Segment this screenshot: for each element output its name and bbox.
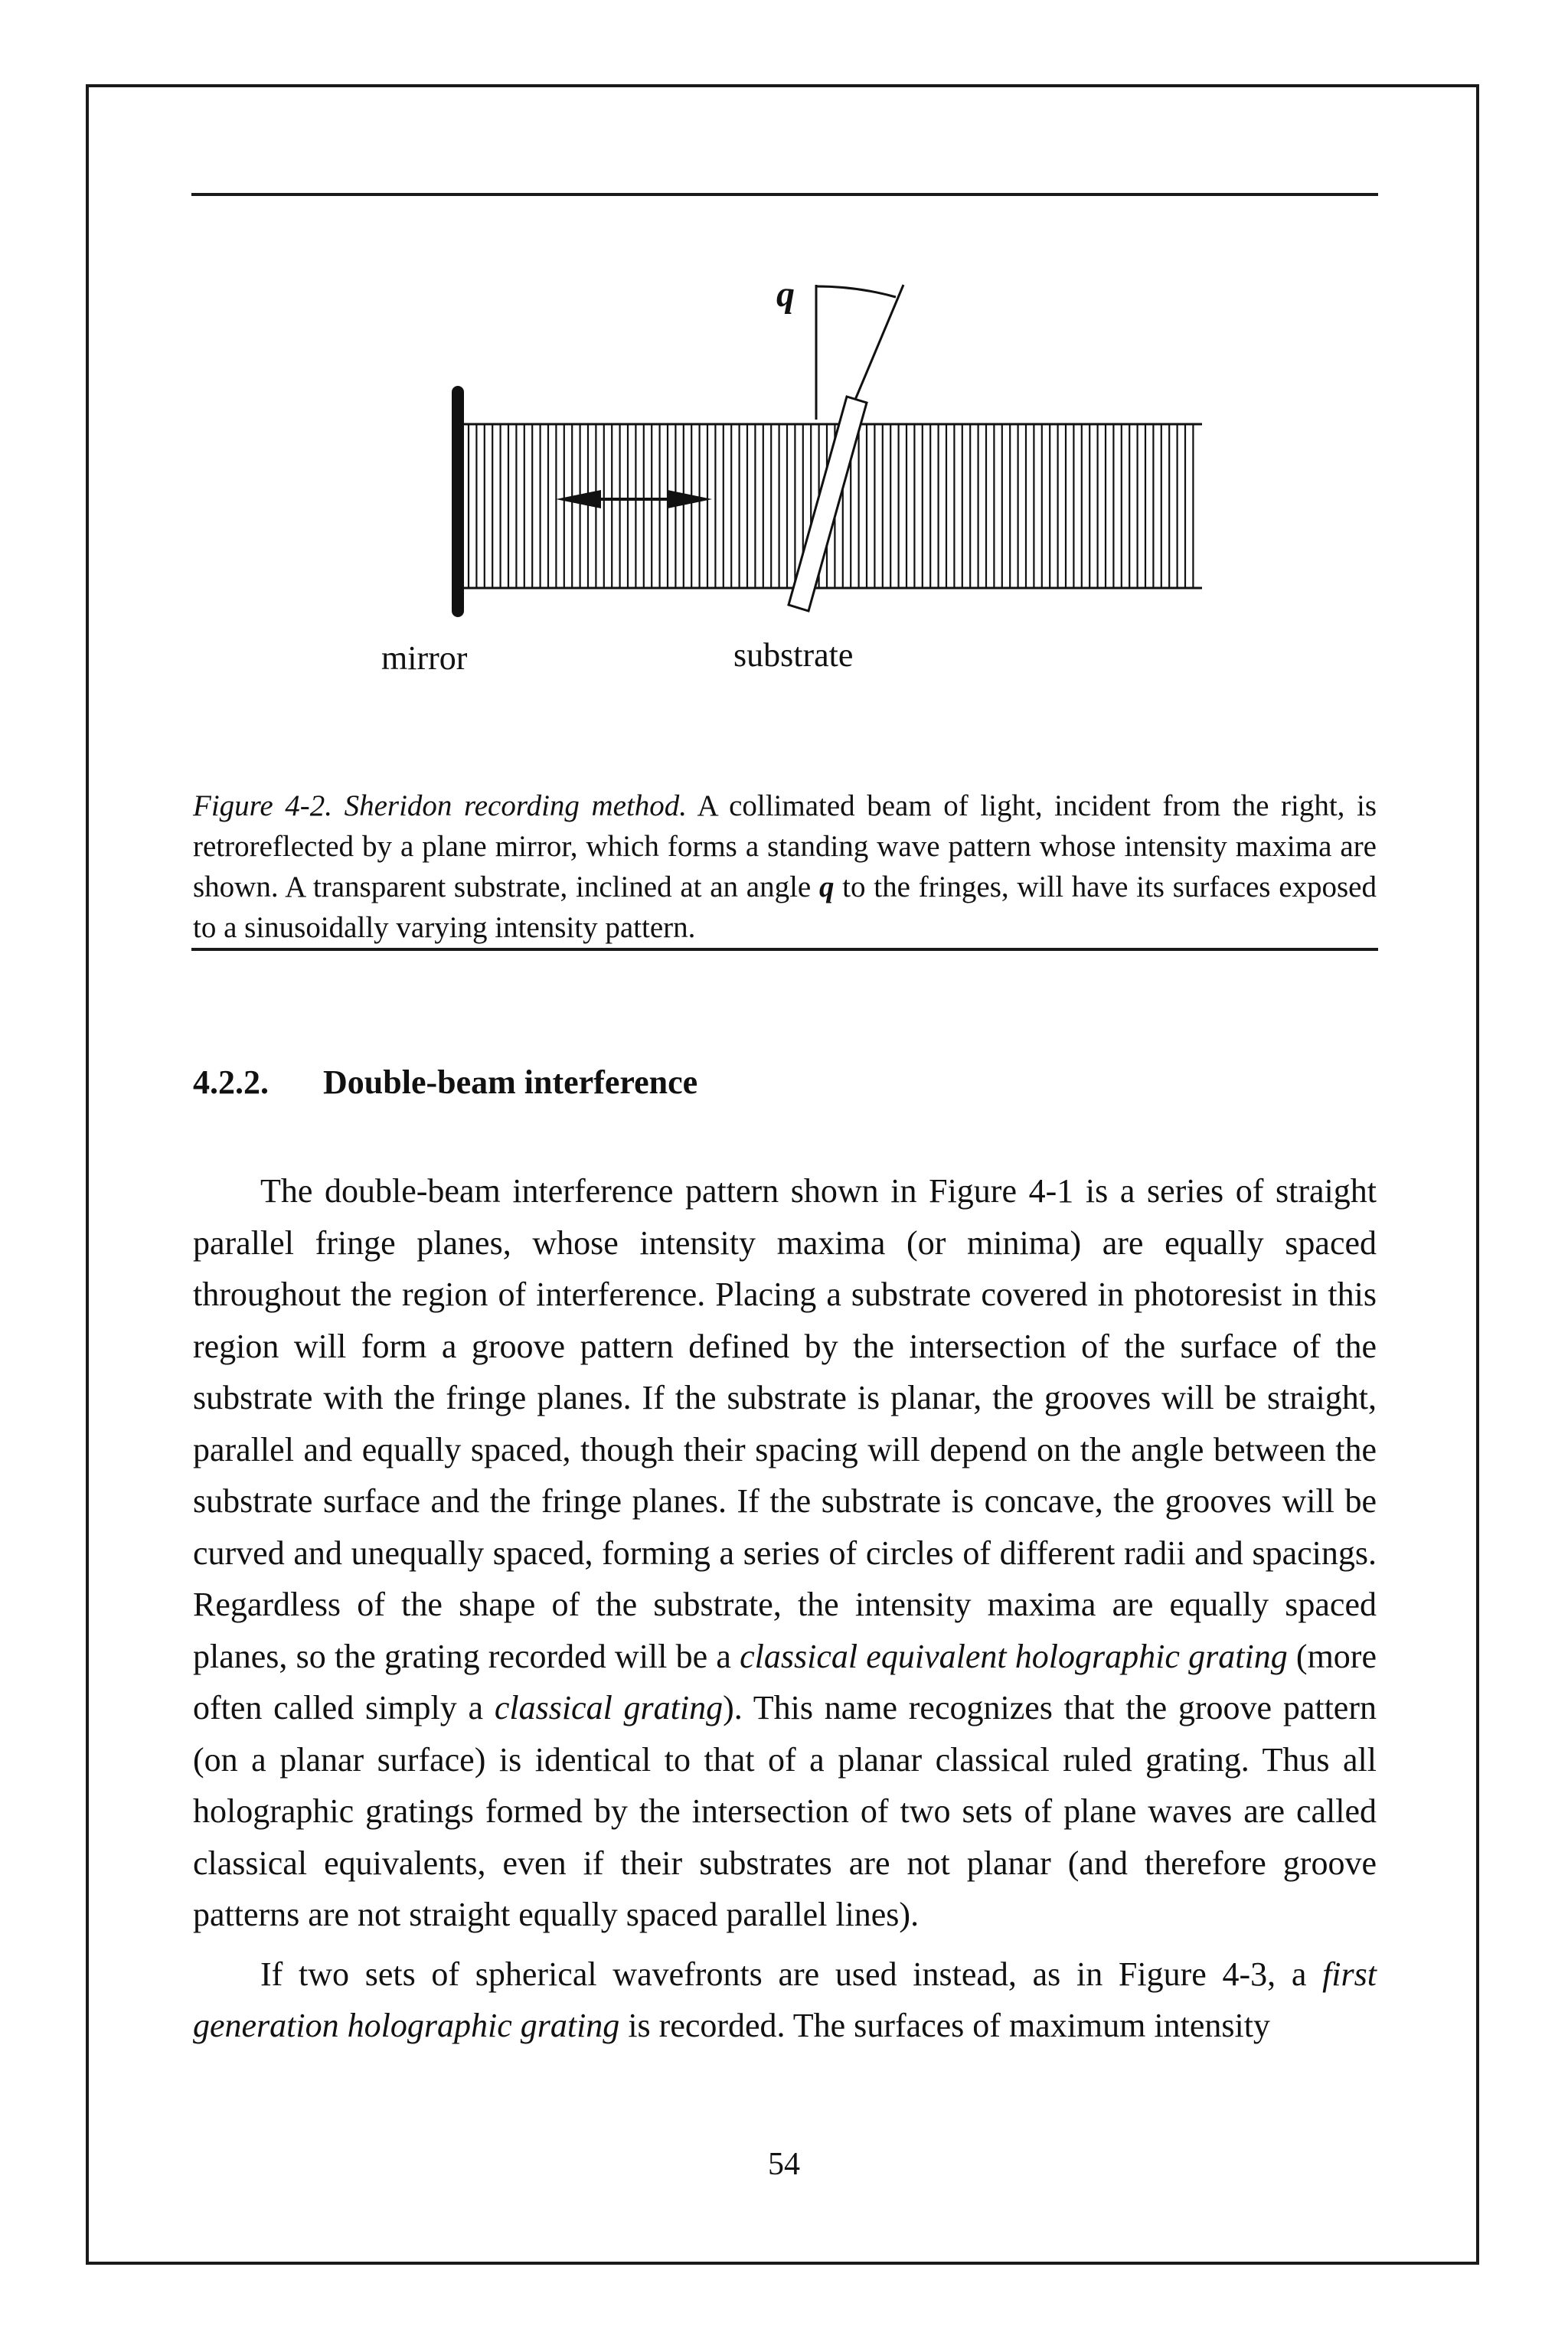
caption-text-2: to the fringes, will have its surfaces exposed to a sinusoidally varying intensity pattern. <box>193 871 1377 944</box>
arrow-head-left <box>556 490 601 508</box>
p2-text-2: is recorded. The surfaces of maximum intensity <box>619 2007 1270 2044</box>
caption-bottom-rule <box>191 948 1378 951</box>
caption-angle-symbol: q <box>818 871 835 903</box>
body-text <box>193 1165 1377 2052</box>
page-number: 54 <box>768 2147 800 2182</box>
section-number: 4.2.2. <box>193 1063 269 1101</box>
p1-text-1: The double-beam interference pattern shown in Figure 4-1 is a series of straight parallel fringe planes, whose intensity maxima (or minima) are equally spaced throughout the region of interference. Placing a substrate covered in photoresist in this region will form a groove pattern defined by the intersection of the surface of the substrate with the fringe planes. If the substrate is planar, the grooves will be straight, parallel and equally spaced, though their spacing will depend on the angle between the substrate surface and the fringe planes. If the substrate is concave, the grooves will be curved and unequally spaced, forming a series of circles of different radii and spacings. Regardless of the shape of the substrate, the intensity maxima are equally spaced planes, so the grating recorded will be a <box>193 1172 1377 1675</box>
angle-symbol: q <box>776 274 795 315</box>
p1-term-classical-equivalent: classical equivalent holographic grating <box>740 1637 1288 1675</box>
angle-arc <box>816 286 896 297</box>
p2-term-first-generation: first generation holographic grating <box>193 1955 1377 2044</box>
sheridon-figure <box>0 260 1568 689</box>
arrow-head-right <box>668 490 712 508</box>
caption-text-1: A collimated beam of light, incident from the right, is retroreflected by a plane mirror, which forms a standing wave pattern whose intensity maxima are shown. A transparent substrate, inclined at an angle <box>193 789 1377 903</box>
substrate-extension-line <box>855 285 903 400</box>
caption-figure-label: Figure 4-2. Sheridon recording method. <box>193 789 688 822</box>
mirror-label: mirror <box>381 639 468 677</box>
section-heading <box>193 1061 697 1104</box>
figure-caption <box>193 786 1377 948</box>
p1-text-2: (more often called simply a <box>193 1637 1377 1726</box>
top-rule <box>191 193 1378 196</box>
p2-text-1: If two sets of spherical wavefronts are used instead, as in Figure 4-3, a <box>260 1955 1323 1993</box>
p1-text-3: ). This name recognizes that the groove pattern (on a planar surface) is identical to that of a planar classical ruled grating. Thus all holographic gratings formed by the intersection of two sets of plane waves are called classical equivalents, even if their substrates are not planar (and therefore groove patterns are not straight equally spaced parallel lines). <box>193 1689 1377 1933</box>
paragraph-1 <box>193 1165 1377 1941</box>
section-title: Double-beam interference <box>323 1063 698 1101</box>
p1-term-classical-grating: classical grating <box>494 1689 724 1726</box>
paragraph-2 <box>193 1949 1377 2052</box>
substrate-label: substrate <box>733 636 854 674</box>
